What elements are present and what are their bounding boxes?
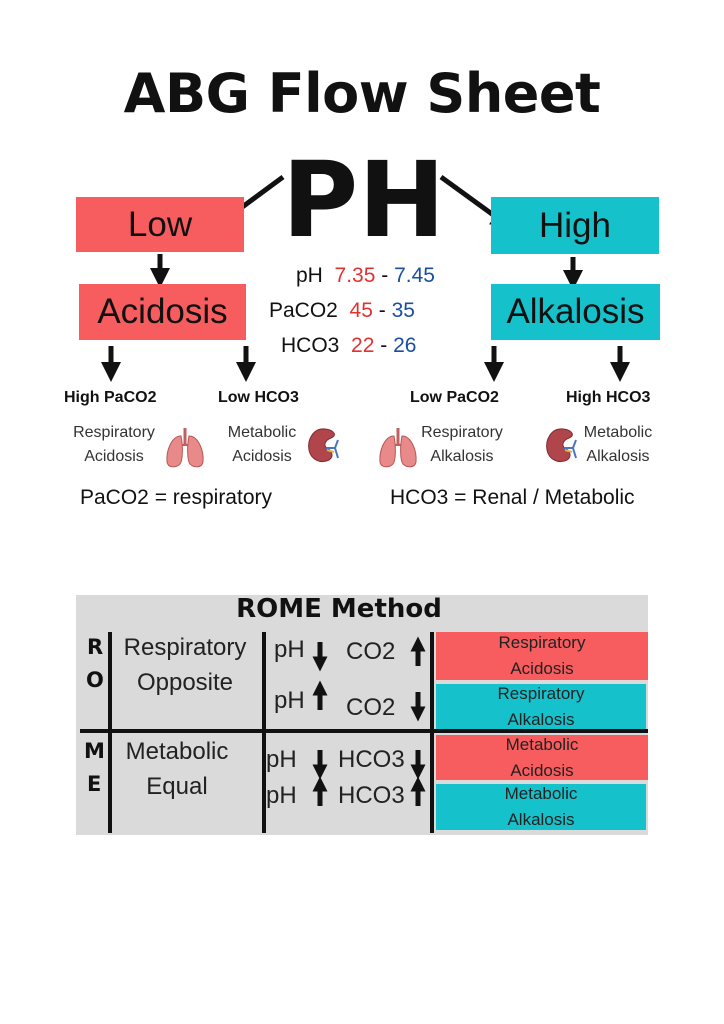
- condition-line: Alkalosis: [586, 448, 650, 465]
- acidosis-label: Acidosis: [97, 292, 228, 331]
- branch-heading-low-paco2: Low PaCO2: [410, 389, 499, 406]
- rome-row2-co2: CO2: [346, 694, 396, 721]
- rome-letter-o: O: [86, 668, 104, 692]
- condition-line: Metabolic: [227, 424, 297, 441]
- condition-line: Respiratory: [421, 424, 503, 441]
- rome-row2-ph: pH: [274, 687, 305, 714]
- rome-resp-label-2: Opposite: [136, 669, 234, 696]
- range-high: 35: [391, 299, 415, 322]
- range-low: 22: [351, 334, 375, 357]
- result-line: Alkalosis: [507, 709, 575, 729]
- rome-row4-hco3: HCO3: [338, 782, 405, 809]
- branch-heading-high-paco2: High PaCO2: [64, 389, 157, 406]
- rome-row1-co2: CO2: [346, 638, 396, 665]
- result-line: Respiratory: [497, 683, 585, 703]
- result-line: Respiratory: [498, 633, 586, 652]
- range-low: 45: [349, 299, 373, 322]
- rome-row3-hco3: HCO3: [338, 746, 405, 773]
- condition-line: Acidosis: [232, 448, 292, 465]
- range-separator: -: [381, 264, 389, 287]
- equation-metabolic: HCO3 = Renal / Metabolic: [390, 486, 635, 509]
- range-name: HCO3: [281, 334, 340, 357]
- range-low: 7.35: [334, 264, 376, 287]
- range-name: PaCO2: [269, 299, 338, 322]
- rome-row3-ph: pH: [266, 746, 297, 773]
- range-separator: -: [378, 299, 386, 322]
- branch-heading-high-hco3: High HCO3: [566, 389, 651, 406]
- condition-line: Metabolic: [583, 424, 653, 441]
- rome-row4-ph: pH: [266, 782, 297, 809]
- low-label: Low: [127, 204, 193, 244]
- rome-resp-label-1: Respiratory: [123, 634, 247, 661]
- equation-respiratory: PaCO2 = respiratory: [80, 486, 272, 509]
- rome-letter-r: R: [87, 635, 104, 659]
- rome-letter-e: E: [87, 772, 102, 796]
- result-line: Metabolic: [505, 734, 579, 754]
- result-line: Acidosis: [510, 760, 574, 780]
- branch-heading-low-hco3: Low HCO3: [218, 389, 299, 406]
- rome-title: ROME Method: [236, 594, 442, 624]
- condition-line: Acidosis: [84, 448, 144, 465]
- condition-line: Alkalosis: [430, 448, 494, 465]
- alkalosis-label: Alkalosis: [506, 292, 645, 331]
- result-line: Metabolic: [504, 784, 578, 803]
- range-name: pH: [296, 264, 323, 287]
- range-high: 26: [393, 334, 417, 357]
- rome-meta-label-1: Metabolic: [125, 738, 229, 765]
- range-separator: -: [380, 334, 388, 357]
- page-title: ABG Flow Sheet: [123, 62, 601, 125]
- high-label: High: [539, 205, 611, 245]
- ph-heading: PH: [282, 139, 446, 261]
- rome-meta-label-2: Equal: [146, 773, 208, 800]
- result-line: Acidosis: [510, 659, 574, 678]
- condition-line: Respiratory: [73, 424, 155, 441]
- rome-letter-m: M: [84, 739, 105, 763]
- result-line: Alkalosis: [507, 810, 575, 829]
- rome-row1-ph: pH: [274, 636, 305, 663]
- range-high: 7.45: [394, 264, 435, 287]
